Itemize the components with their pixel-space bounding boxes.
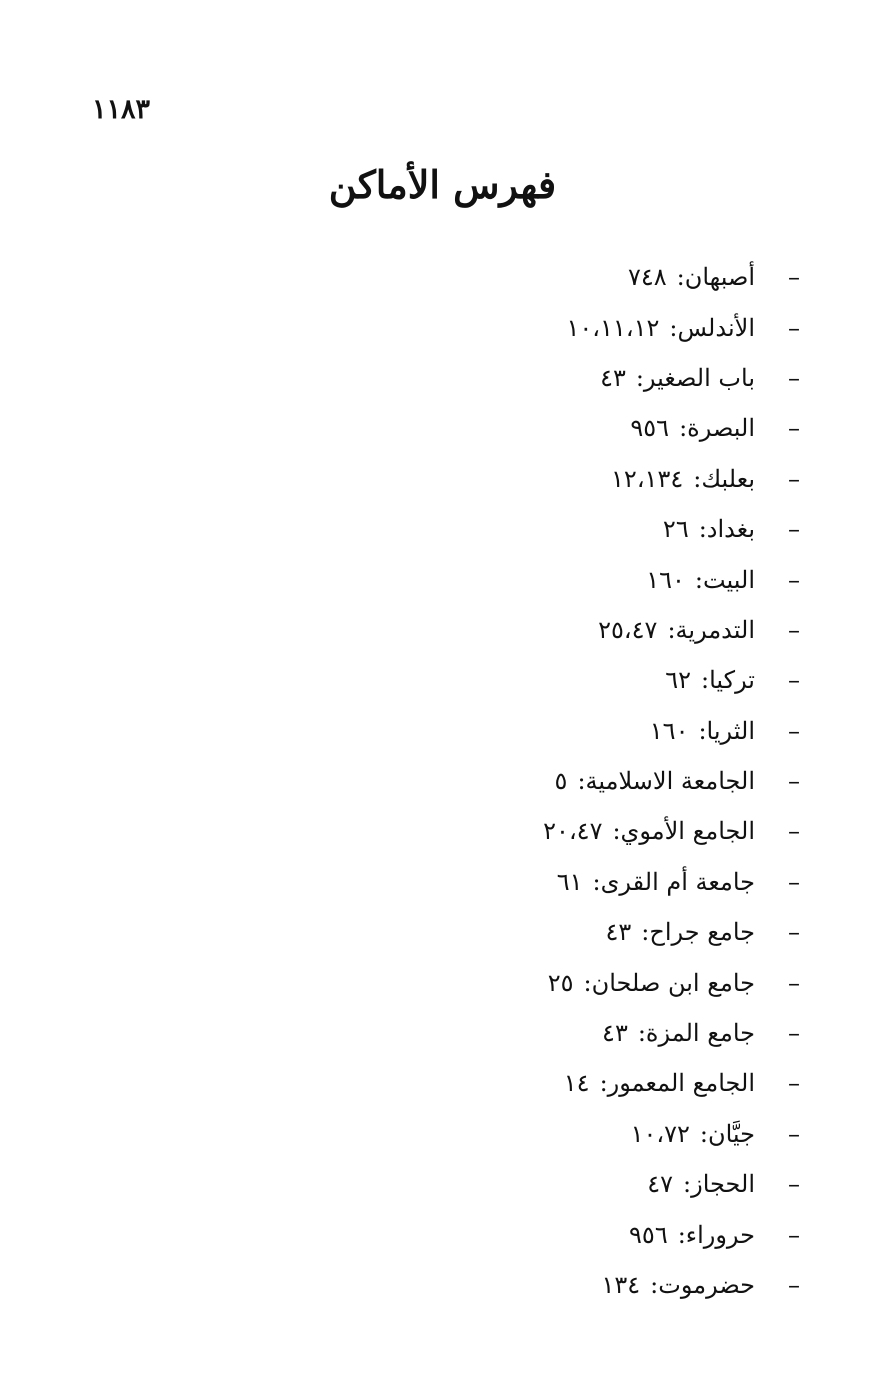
entry-page-numbers: ٧٤٨ — [627, 263, 667, 292]
entry-dash: – — [788, 414, 800, 443]
entry-page-numbers: ٩٥٦ — [630, 414, 670, 443]
entry-place-name: الجامع المعمور: — [599, 1069, 755, 1098]
index-entry — [385, 1058, 805, 1108]
index-entry — [385, 504, 805, 554]
entry-place-name: باب الصغير: — [635, 363, 755, 392]
entry-place-name: حروراء: — [677, 1220, 755, 1249]
index-entry — [385, 302, 805, 352]
entry-place-name: جامع ابن صلحان: — [583, 968, 755, 997]
entry-dash: – — [788, 968, 800, 997]
index-entry — [385, 1109, 805, 1159]
entry-place-name: بغداد: — [698, 515, 755, 544]
entry-page-numbers: ١٢،١٣٤ — [611, 464, 684, 493]
entry-place-name: الحجاز: — [683, 1170, 755, 1199]
index-entry — [385, 454, 805, 504]
entry-dash: – — [788, 313, 800, 342]
index-list — [385, 252, 805, 1310]
entry-page-numbers: ٤٧ — [647, 1170, 674, 1199]
entry-page-numbers: ٤٣ — [605, 918, 632, 947]
entry-page-numbers: ١٣٤ — [601, 1271, 641, 1299]
entry-place-name: البيت: — [694, 565, 755, 594]
entry-dash: – — [788, 363, 800, 392]
entry-dash: – — [788, 1019, 800, 1048]
page-title: فهرس الأماكن — [328, 162, 557, 207]
entry-dash: – — [788, 918, 800, 947]
index-entry — [385, 655, 805, 705]
entry-page-numbers: ١٦٠ — [646, 565, 685, 594]
index-entry — [385, 706, 805, 756]
index-entry — [385, 957, 805, 1007]
entry-place-name: جيَّان: — [699, 1119, 755, 1148]
entry-page-numbers: ٤٣ — [600, 363, 626, 392]
entry-dash: – — [788, 515, 800, 544]
entry-page-numbers: ٥ — [554, 767, 568, 796]
entry-page-numbers: ٢٠،٤٧ — [543, 817, 603, 846]
entry-page-numbers: ٤٣ — [602, 1019, 628, 1048]
entry-page-numbers: ١٦٠ — [649, 716, 689, 745]
entry-dash: – — [788, 666, 800, 695]
entry-place-name: بعلبك: — [693, 464, 755, 493]
index-entry — [385, 756, 805, 806]
entry-dash: – — [788, 716, 800, 745]
index-entry — [385, 1260, 805, 1310]
index-entry — [385, 1008, 805, 1058]
entry-page-numbers: ٦٢ — [665, 666, 691, 695]
entry-page-numbers: ١٠،٧٢ — [630, 1119, 690, 1148]
entry-page-numbers: ١٠،١١،١٢ — [566, 313, 660, 342]
entry-dash: – — [788, 615, 800, 644]
entry-dash: – — [788, 565, 800, 594]
entry-page-numbers: ٦١ — [556, 867, 583, 896]
entry-page-numbers: ٢٥ — [547, 968, 574, 997]
entry-place-name: جامعة أم القرى: — [592, 867, 755, 896]
index-entry — [385, 907, 805, 957]
entry-dash: – — [788, 867, 800, 896]
index-entry — [385, 1159, 805, 1209]
entry-dash: – — [788, 817, 800, 846]
entry-place-name: التدمرية: — [667, 615, 755, 644]
entry-dash: – — [788, 1271, 800, 1299]
entry-dash: – — [788, 263, 800, 292]
entry-dash: – — [788, 464, 800, 493]
entry-place-name: البصرة: — [679, 414, 755, 443]
index-entry — [385, 857, 805, 907]
index-entry — [385, 252, 805, 302]
entry-place-name: تركيا: — [701, 666, 755, 695]
entry-page-numbers: ٩٥٦ — [629, 1220, 668, 1249]
entry-place-name: الأندلس: — [669, 313, 755, 342]
entry-place-name: حضرموت: — [650, 1271, 755, 1299]
index-entry — [385, 554, 805, 604]
entry-place-name: أصبهان: — [676, 263, 755, 292]
entry-place-name: جامع جراح: — [641, 918, 755, 947]
entry-page-numbers: ٢٥،٤٧ — [598, 615, 658, 644]
entry-place-name: جامع المزة: — [637, 1019, 755, 1048]
index-entry — [385, 353, 805, 403]
index-entry — [385, 1209, 805, 1259]
entry-place-name: الجامعة الاسلامية: — [577, 767, 755, 796]
entry-dash: – — [788, 1220, 800, 1249]
entry-dash: – — [788, 1119, 800, 1148]
index-entry — [385, 605, 805, 655]
entry-dash: – — [788, 767, 800, 796]
entry-dash: – — [788, 1069, 800, 1098]
entry-dash: – — [788, 1170, 800, 1199]
entry-page-numbers: ٢٦ — [662, 515, 689, 544]
entry-place-name: الثريا: — [698, 716, 755, 745]
entry-place-name: الجامع الأموي: — [612, 817, 755, 846]
page-number: ١١٨٣ — [92, 94, 151, 125]
entry-page-numbers: ١٤ — [563, 1069, 590, 1098]
index-entry — [385, 403, 805, 453]
index-entry — [385, 806, 805, 856]
